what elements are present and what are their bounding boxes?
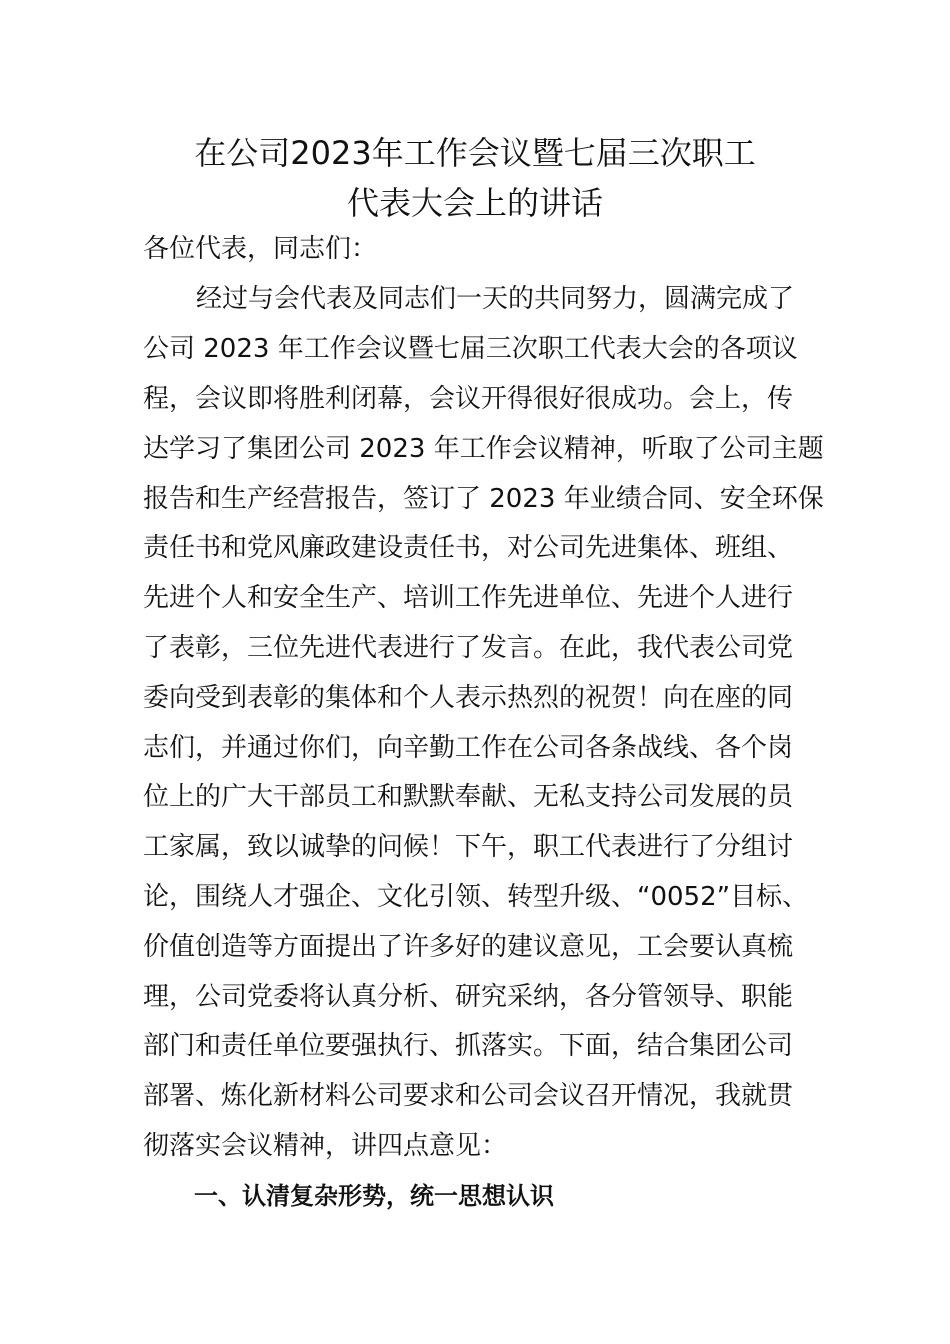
body-line: 论，围绕人才强企、文化引领、转型升级、“0052”目标、 — [143, 882, 809, 912]
body-line: 位上的广大干部员工和默默奉献、无私支持公司发展的员 — [143, 782, 794, 812]
body-line: 彻落实会议精神，讲四点意见： — [143, 1131, 508, 1161]
body-line: 工家属，致以诚挚的问候！下午，职工代表进行了分组讨 — [143, 832, 794, 862]
body-line: 部署、炼化新材料公司要求和公司会议召开情况，我就贯 — [143, 1081, 794, 1111]
body-line: 责任书和党风廉政建设责任书，对公司先进集体、班组、 — [143, 533, 794, 563]
body-line: 报告和生产经营报告，签订了 2023 年业绩合同、安全环保 — [143, 484, 824, 514]
body-line: 委向受到表彰的集体和个人表示热烈的祝贺！向在座的同 — [143, 683, 794, 713]
document-title-line-2: 代表大会上的讲话 — [346, 184, 603, 222]
section-heading: 一、认清复杂形势，统一思想认识 — [194, 1182, 554, 1210]
body-line: 先进个人和安全生产、培训工作先进单位、先进个人进行 — [143, 583, 794, 613]
body-line: 达学习了集团公司 2023 年工作会议精神，听取了公司主题 — [143, 434, 824, 464]
body-line: 了表彰，三位先进代表进行了发言。在此，我代表公司党 — [143, 633, 794, 663]
body-line: 经过与会代表及同志们一天的共同努力，圆满完成了 — [196, 284, 795, 314]
document-title-line-1: 在公司2023年工作会议暨七届三次职工 — [194, 134, 756, 172]
body-line: 价值创造等方面提出了许多好的建议意见，工会要认真梳 — [143, 932, 794, 962]
body-line: 志们，并通过你们，向辛勤工作在公司各条战线、各个岗 — [143, 733, 794, 763]
body-line: 部门和责任单位要强执行、抓落实。下面，结合集团公司 — [143, 1031, 794, 1061]
salutation: 各位代表，同志们： — [143, 234, 378, 264]
body-line: 程，会议即将胜利闭幕，会议开得很好很成功。会上，传 — [143, 384, 794, 414]
body-line: 理，公司党委将认真分析、研究采纳，各分管领导、职能 — [143, 982, 794, 1012]
body-line: 公司 2023 年工作会议暨七届三次职工代表大会的各项议 — [143, 334, 798, 364]
